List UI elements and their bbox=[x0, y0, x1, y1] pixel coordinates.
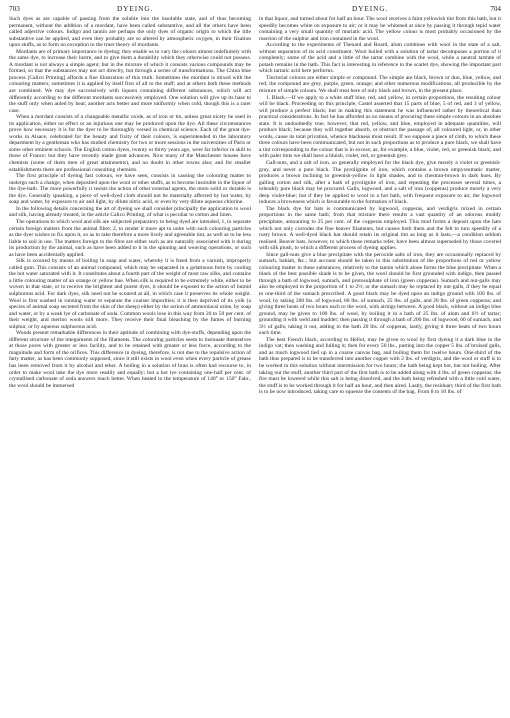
paragraph: The first principle of dyeing fast colours, we have seen, consists in causing the colouring matter to undergo such a change, when deposited upon the wool or other stuffs, as to become insoluble in the liquor of the dye-bath. The more powerfully it resists the action of other external agents, the more solid or durable is the dye. Generally speaking, a piece of well-dyed cloth should not be materially affected by hot water, by soap and water, by exposure to air and light, by dilute nitric acid, or even by very dilute aqueous chlorine. bbox=[9, 173, 251, 206]
paragraph: in that liquor, and turned about for half an hour. The wool receives a faint yellowish tint from this bath, but it speedily becomes white on exposure to air; or it may be whitened at once by passing it through tepid water containing a very small quantity of muriatic acid. The yellow colour is most probably occasioned by the reaction of the sulphur and iron contained in the wool. bbox=[259, 16, 501, 42]
left-column bbox=[9, 16, 251, 716]
running-header bbox=[9, 3, 501, 15]
paragraph: The operations to which wool and silk are subjected preparatory to being dyed are intended, 1, to separate certain foreign matters from the animal fibre; 2, to render it more apt to unite with such colouring particles as the dyer wishes to fix upon it, so as to take therefore a more lively and agreeable tint, as well as to be less liable to soil in use. The matters foreign to the fibre are either such as are naturally associated with it during its production by the animal, such as have been added to it in the spinning and weaving operations, or such as have been accidentally applied. bbox=[9, 218, 251, 258]
paragraph: Tinctorial colours are either simple or compound. The simple are black, brown or dun, blue, yellow, and red; the compound are grey, purple, green, orange; and other numerous modifications, all producible by the mixture of simple colours. We shall treat here of only black and brown, in the present place. bbox=[259, 74, 501, 95]
paragraph: 1. Black.—If we apply to a white stuff blue, red, and yellow, in certain proportions, the resulting colour will be black. Proceeding on this principle, Castel asserted that 15 parts of blue, 5 of red, and 3 of yellow, will produce a perfect black; but in making this statement he was influenced rather by theoretical than practical considerations. In fact he has afforded us no means of procuring these simple colours in an absolute state. It is undoubtedly true, however, that red, yellow, and blue, employed in adequate quantities, will produce black; because they will together absorb, or obstruct the passage of, all coloured light, or, in other words, cause its total privation, whence blackness must result. If we suppose a piece of cloth, to which these three colours have been communicated, but not in such proportions as to produce a pure black, we shall have a tint corresponding to the colour that is in excess; as, for example, a blue, violet, red, or greenish black; and with paler tints we shall have a bluish, violet, red, or greenish grey. bbox=[259, 94, 501, 160]
page-number-right: 704 bbox=[490, 5, 501, 13]
right-column bbox=[259, 16, 501, 716]
paragraph: Mordants are of primary importance in dyeing; they enable us to vary the colours almost indefinitely with the same dye, to increase their lustre, and to give them a durability which they otherwise could not possess. A mordant is not always a simple agent; but in the mixture of which it consists various compounds may be formed, so that the substances may not act directly, but through a series of transformations. The China blue process [Calico Printing] affords a fine illustration of this truth. Sometimes the mordant is mixed with the colouring matters; sometimes it is applied by itself first of all to the stuff; and at others both these methods are combined. We may dye successively with liquors containing different substances, which will act differently according to the different mordants successively employed. One solution will give up its base to the stuff only when aided by heat; another acts better and more uniformly when cold, though this is a rarer case. bbox=[9, 48, 251, 114]
paragraph: According to the experiments of Thenard and Roard, alum combines with wool in the state of a salt, without separation of its acid constituent. Wool boiled with a solution of tartar decomposes a portion of it completely; some of the acid and a little of the tartar combine with the wool, while a neutral tartrate of potash remains in the bath. This fact is interesting in reference to the scarlet dye, showing the important part which tartaric acid here performs. bbox=[259, 42, 501, 75]
page-number-left: 703 bbox=[9, 5, 20, 13]
paragraph: The black dye for hats is communicated by logwood, copperas, and verdigris mixed in certain proportions in the same bath; from that mixture there results a vast quantity of an odorous muddy precipitate, amounting to 25 per cent. of the copperas employed. This mud forms a deposit upon the hats which not only corrodes the fine beaver filaments, but causes both them and the felt to turn speedily of a rusty brown. A well-dyed black hat should retain its original tint as long as it lasts,—a condition seldom realised. Beaver hats, however, to which these remarks refer, have been almost superseded by those covered with silk plush, to which a different process of dyeing applies. bbox=[259, 205, 501, 252]
paragraph: Silk is scoured by means of boiling in soap and water, whereby it is freed from a varnish, improperly called gum. This consists of an animal compound, which may be separated in a gelatinous form by cooling the hot water saturated with it. It constitutes about a fourth part of the weight of most raw silks, and contains a little colouring matter of an orange or yellow hue. When silk is required to be extremely white, either to be woven in that state, or to receive the brightest and purest dyes, it should be exposed to the action of humid sulphurous acid. For dark dyes, silk need not be scoured at all, in which case it preserves its whole weight. Wool is first washed in running water to separate the coarser impurities; it is then deprived of its yolk (a species of animal soap secreted from the skin of the sheep) either by the action of ammoniacal urine, by soap and water, or by a weak lye of carbonate of soda. Common wools lose in this way from 20 to 50 per cent. of their weight, and merino wools still more. They receive their final bleaching by the fumes of burning sulphur, or by aqueous sulphurous acid. bbox=[9, 258, 251, 330]
paragraph: The best French black, according to Hellot, may be given to wool by first dyeing it a dark blue in the indigo vat; then washing and fulling it; then for every 50 lbs., putting into the copper 5 lbs. of bruised galls, and as much logwood tied up in a coarse canvas bag, and boiling them for twelve hours. One-third of the bath thus prepared is to be transferred into another copper with 2 lbs. of verdigris, and the wool or stuff is to be worked in this solution without intermission for two hours; the bath being kept hot, but not boiling. After taking out the stuff, another third part of the first bath is to be added along with 4 lbs. of green copperas; the fire must be lowered while this salt is being dissolved, and the bath being refreshed with a little cold water, the stuff is to be worked through it for half an hour, and then aired. Lastly, the residuary third of the first bath is to be now introduced, taking care to squeeze the contents of the bag. From 8 to 10 lbs. of bbox=[259, 336, 501, 396]
paragraph: Such dyes as are capable of passing from the soluble into the insoluble state, and of thus becoming permanent, without the addition of a mordant, have been called substantive, and all the others have been called adjective colours. Indigo and tannin are perhaps the only dyes of organic origin to which the title substantive can be applied, and even they probably are so altered by atmospheric oxygen, in their fixation upon stuffs, as to form no exception to the truer theory of mordants. bbox=[9, 16, 251, 49]
running-title-left: DYEING. bbox=[117, 5, 154, 13]
paragraph: When a mordant consists of a changeable metallic oxide, as of iron or tin, unless great nicety be used in its application, either no effect or an injurious one may be produced upon the dye. All these circumstances prove how necessary it is for the dyer to be thoroughly versed in chemical science. Each of the great dye-works in Alsace, celebrated for the beauty and fixity of their colours, is superintended in the laboratory department by a gentleman who has studied chemistry for two or more sessions in the universities of Paris or some other eminent schools. The English cotton dyers, twenty or thirty years ago, were far inferior in skill to those of France; but they have recently made great advances. Now many of the Manchester houses have chemists (some of them men of great attainments), and no doubt in other towns also; and for smaller establishments there are professional consulting chemists. bbox=[9, 114, 251, 173]
running-title-right: DYEING. bbox=[352, 5, 389, 13]
paragraph: Woods present remarkable differences in their aptitude of combining with dye-stuffs, depending upon the different structure of the integuments of the filaments. The colouring particles seem to insinuate themselves at those pores with greater or less facility, and to be retained with greater or less force, according to the magnitude and form of the orifices. This difference in dyeing, therefore, is not due to the repulsive action of fatty matter, as has been commonly supposed, since it still exists in wool even when every particle of grease has been removed from it by alcohol and ether. A boiling in a solution of bran is often had recourse to, in order to make wool take the dye more readily and equally; but a hot lye containing one-half per cent. of crystallised carbonate of soda answers much better. When heated to the temperature of 140° or 150° Fahr., the wool should be immersed bbox=[9, 330, 251, 389]
paragraph: Since gall-nuts give a blue precipitate with the peroxide salts of iron, they are occasionally replaced by sumach, bablah, &c.; but account should be taken in this substitution of the proportions of red or yellow colouring matter in these substances, relatively to the tannin which alone forms the blue precipitate. When a black of the best possible shade is to be given, the wool should be first grounded with indigo, then passed through a bath of logwood, sumach, and protosulphate of iron (green copperas). Sumach and nut-galls may also be employed in the proportion of 1 to 2½; or the sumach may be replaced by nut-galls, if they be equal to one-third of the sumach prescribed. A good black may be dyed upon an indigo ground with 100 lbs. of wool, by taking 200 lbs. of logwood, 60 lbs. of sumach, 25 lbs. of galls, and 20 lbs. of green copperas; and giving three heats of two hours each to the wool, with airings between. A good black, without an indigo blue ground, may be given to 100 lbs. of wool, by boiling it in a bath of 25 lbs. of alum and 6½ of tartar; grounding it with weld and madder; then passing it through a bath of 200 lbs. of logwood, 60 of sumach, and 3½ of galls; taking it out, adding to the bath 20 lbs. of copperas, lastly, giving it three heats of two hours each time. bbox=[259, 251, 501, 337]
paragraph: In the following details concerning the art of dyeing we shall consider principally the application to wool and silk, having already treated, in the article Calico Printing, of what is peculiar to cotton and linen. bbox=[9, 205, 251, 219]
paragraph: Gall-nuts, and a salt of iron, so generally employed for the black dye, give merely a violet or greenish-gray, and never a pure black. The pyrolignite of iron, which contains a brown empyreumatic matter, produces a brown inclining to greenish-yellow in light shades, and to chestnut-brown in dark hues. By galling cotton and silk, after a bath of pyrolignite of iron, and repeating the processes several times, a tolerably pure black may be procured. Galls, logwood, and a salt of iron (copperas) produce merely a very deep violet-blue; but if they be applied to wool in a hot bath, with frequent exposure to air, the logwood induces a brownness which is favourable to the formation of black. bbox=[259, 160, 501, 206]
